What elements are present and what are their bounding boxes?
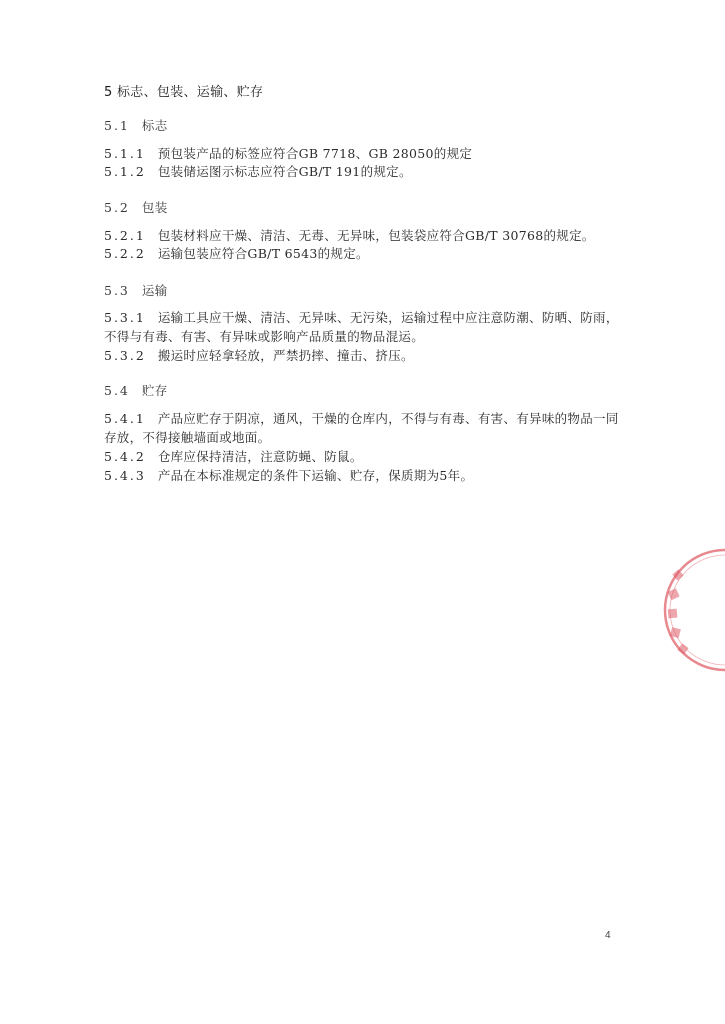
clause-5-4-2 bbox=[104, 449, 363, 465]
clause-number: 5.2.2 bbox=[104, 246, 146, 261]
clause-number: 5.1.2 bbox=[104, 164, 146, 179]
clause-5-4-1-continuation: 存放，不得接触墙面或地面。 bbox=[104, 430, 271, 445]
clause-5-1-1 bbox=[104, 146, 472, 162]
clause-5-2-2 bbox=[104, 246, 369, 262]
clause-number: 5.4.3 bbox=[104, 468, 146, 483]
official-seal-stamp bbox=[660, 545, 725, 675]
clause-number: 5.4.1 bbox=[104, 411, 146, 426]
clause-text: 仓库应保持清洁，注意防蝇、防鼠。 bbox=[157, 449, 363, 464]
clause-text: 预包装产品的标签应符合GB 7718、GB 28050的规定 bbox=[157, 146, 473, 161]
clause-text: 运输工具应干燥、清洁、无异味、无污染，运输过程中应注意防潮、防晒、防雨， bbox=[157, 310, 619, 325]
clause-5-1-2 bbox=[104, 164, 412, 180]
clause-5-3-1 bbox=[104, 310, 619, 326]
section-5-1 bbox=[104, 118, 168, 134]
clause-5-2-1 bbox=[104, 228, 595, 244]
clause-number: 5.3.2 bbox=[104, 348, 146, 363]
clause-text: 产品应贮存于阴凉，通风，干燥的仓库内，不得与有毒、有害、有异味的物品一同 bbox=[157, 411, 619, 426]
section-number: 5.2 bbox=[104, 200, 130, 215]
clause-number: 5.1.1 bbox=[104, 146, 146, 161]
section-title: 贮存 bbox=[141, 383, 168, 398]
clause-text: 搬运时应轻拿轻放，严禁扔摔、撞击、挤压。 bbox=[157, 348, 414, 363]
clause-number: 5.3.1 bbox=[104, 310, 146, 325]
clause-text: 包装储运图示标志应符合GB/T 191的规定。 bbox=[157, 164, 412, 179]
clause-text: 运输包装应符合GB/T 6543的规定。 bbox=[157, 246, 369, 261]
section-title: 运输 bbox=[141, 283, 168, 298]
clause-5-4-1 bbox=[104, 411, 619, 427]
clause-text: 产品在本标准规定的条件下运输、贮存，保质期为5年。 bbox=[157, 468, 474, 483]
section-number: 5.3 bbox=[104, 283, 130, 298]
section-title: 包装 bbox=[141, 200, 168, 215]
clause-5-4-3 bbox=[104, 468, 473, 484]
clause-5-3-1-continuation: 不得与有毒、有害、有异味或影响产品质量的物品混运。 bbox=[104, 329, 425, 344]
section-5-2 bbox=[104, 200, 168, 216]
chapter-heading: 5 标志、包装、运输、贮存 bbox=[104, 85, 264, 100]
section-title: 标志 bbox=[141, 118, 168, 133]
clause-text: 包装材料应干燥、清洁、无毒、无异味，包装袋应符合GB/T 30768的规定。 bbox=[157, 228, 595, 243]
section-5-3 bbox=[104, 283, 168, 299]
section-5-4 bbox=[104, 383, 168, 399]
page-number: 4 bbox=[605, 930, 611, 941]
section-number: 5.1 bbox=[104, 118, 130, 133]
clause-number: 5.4.2 bbox=[104, 449, 146, 464]
clause-5-3-2 bbox=[104, 348, 414, 364]
clause-number: 5.2.1 bbox=[104, 228, 146, 243]
section-number: 5.4 bbox=[104, 383, 130, 398]
